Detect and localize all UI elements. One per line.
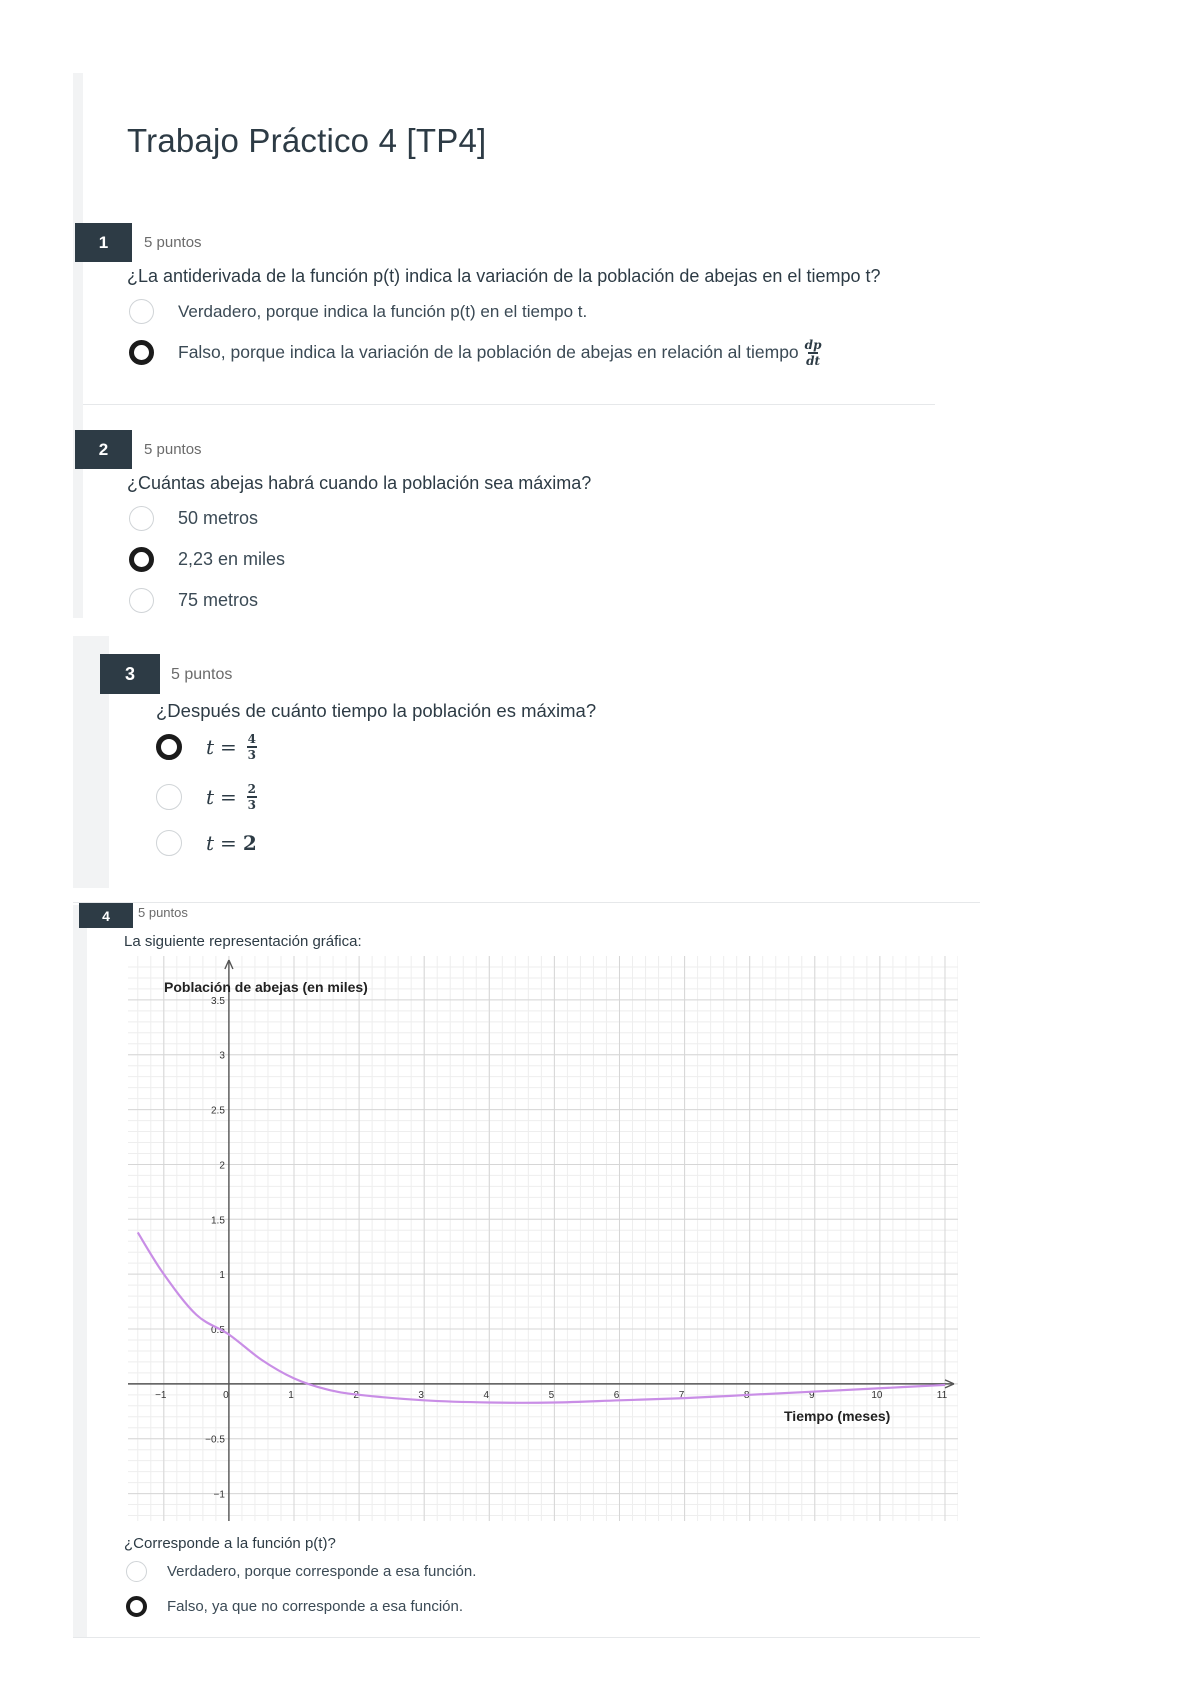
radio-button-selected[interactable] bbox=[126, 1596, 147, 1617]
question-number: 2 bbox=[75, 430, 132, 469]
answer-option-selected[interactable] bbox=[129, 547, 285, 572]
fraction-numerator: dp bbox=[804, 338, 822, 352]
x-tick-label: 2 bbox=[353, 1389, 359, 1401]
y-tick-label: 2.5 bbox=[210, 1105, 225, 1117]
x-tick-label: 0 bbox=[223, 1389, 229, 1401]
math-value: 2 bbox=[242, 831, 257, 855]
option-math bbox=[206, 783, 257, 811]
answer-option-selected[interactable] bbox=[156, 733, 257, 761]
answer-option[interactable] bbox=[156, 783, 257, 811]
divider bbox=[73, 902, 980, 903]
option-label: Verdadero, porque corresponde a esa función. bbox=[167, 1563, 477, 1580]
y-tick-label: 3 bbox=[219, 1050, 225, 1062]
fraction-denominator: 3 bbox=[247, 747, 256, 762]
y-tick-label: 0.5 bbox=[210, 1325, 225, 1337]
math-equals: = bbox=[220, 734, 237, 759]
answer-option[interactable] bbox=[126, 1561, 476, 1582]
left-gutter bbox=[73, 73, 83, 618]
x-tick-label: 3 bbox=[418, 1389, 424, 1401]
option-label: 50 metros bbox=[178, 508, 259, 528]
option-label: 2,23 en miles bbox=[178, 549, 286, 569]
y-tick-label: −1 bbox=[213, 1489, 225, 1501]
x-tick-label: 10 bbox=[871, 1389, 883, 1401]
y-tick-label: −0.5 bbox=[205, 1434, 225, 1446]
page-title: Trabajo Práctico 4 [TP4] bbox=[127, 122, 487, 159]
answer-option[interactable] bbox=[156, 830, 257, 856]
x-axis-label: Tiempo (meses) bbox=[784, 1408, 891, 1424]
question-points: 5 puntos bbox=[138, 905, 188, 920]
answer-option[interactable] bbox=[129, 588, 258, 613]
math-fraction bbox=[801, 339, 822, 367]
answer-option[interactable] bbox=[129, 299, 587, 324]
answer-option-selected[interactable] bbox=[129, 339, 821, 367]
question-points: 5 puntos bbox=[144, 234, 202, 251]
radio-button-selected[interactable] bbox=[129, 547, 154, 572]
option-label: Falso, ya que no corresponde a esa función. bbox=[167, 1598, 464, 1615]
x-tick-label: 4 bbox=[483, 1389, 490, 1401]
x-tick-label: 11 bbox=[936, 1389, 948, 1401]
y-tick-label: 2 bbox=[219, 1160, 225, 1172]
fraction-denominator: dt bbox=[806, 353, 821, 368]
y-tick-label: 1.5 bbox=[210, 1215, 225, 1227]
question-points: 5 puntos bbox=[144, 441, 202, 458]
divider bbox=[73, 1637, 980, 1638]
population-chart bbox=[128, 956, 958, 1521]
math-variable: t bbox=[206, 831, 215, 855]
divider bbox=[83, 404, 935, 405]
fraction-denominator: 3 bbox=[247, 797, 256, 812]
math-variable: t bbox=[206, 734, 215, 759]
question-number: 1 bbox=[75, 223, 132, 262]
x-tick-label: 5 bbox=[548, 1389, 555, 1401]
x-tick-label: 9 bbox=[809, 1389, 815, 1401]
y-tick-label: 3.5 bbox=[210, 995, 225, 1007]
option-label: Falso, porque indica la variación de la población de abejas en relación al tiempo bbox=[178, 342, 799, 363]
radio-button[interactable] bbox=[156, 830, 182, 856]
radio-button-selected[interactable] bbox=[129, 340, 154, 365]
question-intro: La siguiente representación gráfica: bbox=[124, 933, 362, 950]
math-equals: = bbox=[220, 784, 237, 809]
x-tick-label: 6 bbox=[613, 1389, 620, 1401]
tick-labels bbox=[155, 996, 948, 1501]
option-math bbox=[206, 733, 257, 761]
option-label: Verdadero, porque indica la función p(t) en el tiempo t. bbox=[178, 301, 588, 321]
math-equals: = bbox=[220, 831, 237, 855]
x-tick-label: 7 bbox=[678, 1389, 685, 1401]
radio-button[interactable] bbox=[156, 784, 182, 810]
radio-button[interactable] bbox=[126, 1561, 147, 1582]
x-tick-label: 8 bbox=[743, 1389, 750, 1401]
x-tick-label: −1 bbox=[155, 1389, 167, 1401]
radio-button-selected[interactable] bbox=[156, 734, 182, 760]
radio-button[interactable] bbox=[129, 588, 154, 613]
question-number: 4 bbox=[79, 903, 133, 928]
fraction-numerator: 4 bbox=[247, 732, 256, 746]
answer-option[interactable] bbox=[129, 506, 258, 531]
left-gutter-q4 bbox=[73, 905, 87, 1637]
question-text: ¿La antiderivada de la función p(t) indica la variación de la población de abejas en el tiempo t? bbox=[127, 266, 881, 286]
option-label: 75 metros bbox=[178, 590, 259, 610]
x-tick-label: 1 bbox=[288, 1389, 294, 1401]
fraction-numerator: 2 bbox=[247, 782, 256, 796]
radio-button[interactable] bbox=[129, 506, 154, 531]
question-text: ¿Cuántas abejas habrá cuando la población sea máxima? bbox=[127, 473, 592, 493]
question-text: ¿Después de cuánto tiempo la población es máxima? bbox=[156, 700, 597, 721]
question-text: ¿Corresponde a la función p(t)? bbox=[124, 1535, 336, 1552]
major-gridlines bbox=[128, 956, 958, 1521]
question-points: 5 puntos bbox=[171, 666, 233, 683]
y-axis-label: Población de abejas (en miles) bbox=[164, 979, 368, 995]
radio-button[interactable] bbox=[129, 299, 154, 324]
question-number: 3 bbox=[100, 654, 160, 694]
minor-gridlines bbox=[128, 956, 958, 1521]
math-variable: t bbox=[206, 784, 215, 809]
option-math bbox=[206, 831, 257, 855]
answer-option-selected[interactable] bbox=[126, 1596, 463, 1617]
y-tick-label: 1 bbox=[219, 1270, 225, 1282]
